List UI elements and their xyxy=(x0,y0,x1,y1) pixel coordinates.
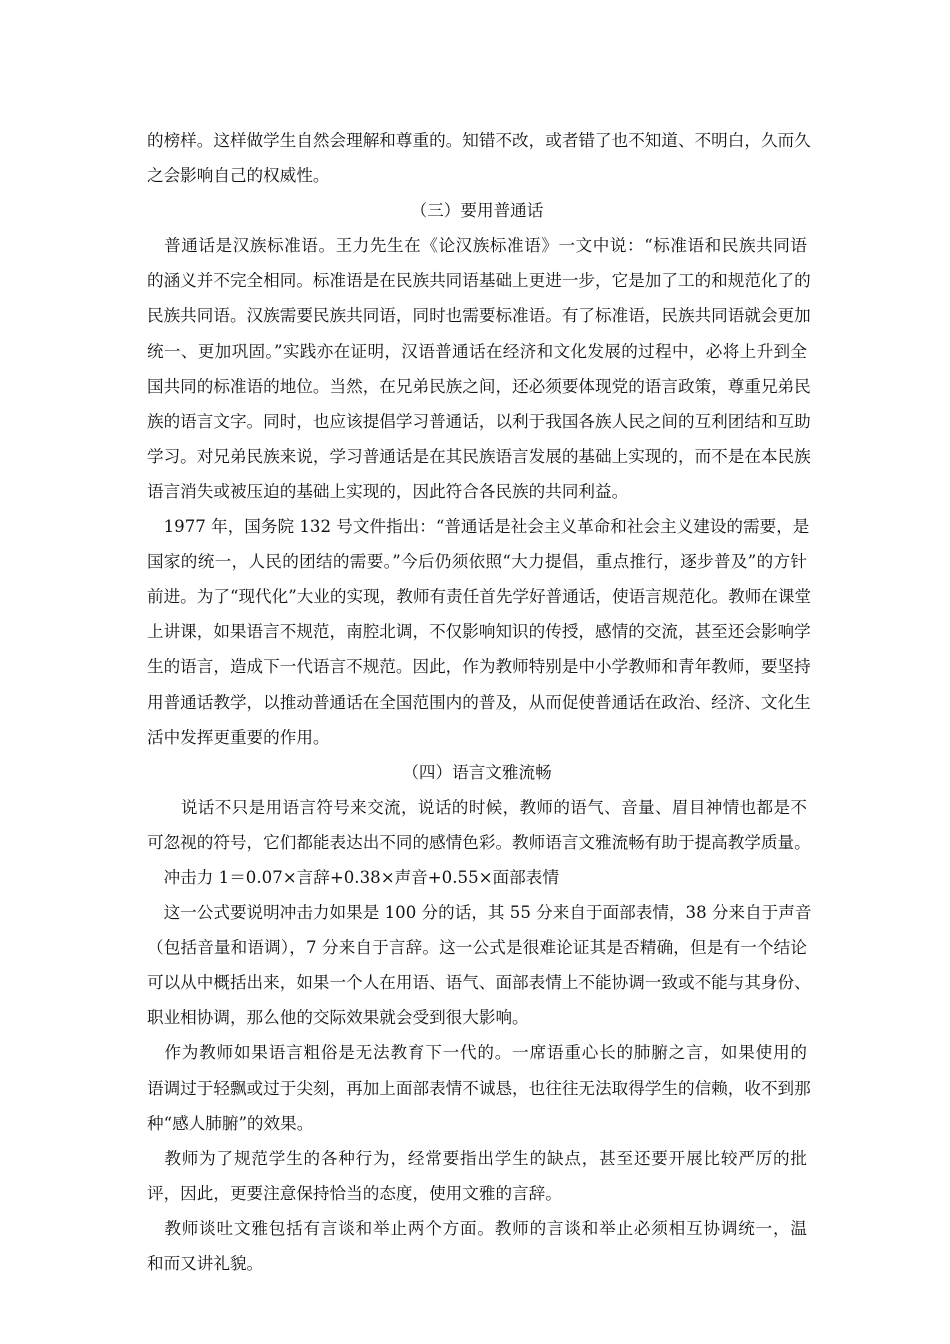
text-line: 和而又讲礼貌。 xyxy=(147,1254,264,1273)
paragraph xyxy=(147,228,811,509)
text-line: 活中发挥更重要的作用。 xyxy=(147,727,330,747)
text-line: 可以从中概括出来，如果一个人在用语、语气、面部表情上不能协调一致或不能与其身份、 xyxy=(147,973,811,993)
paragraph xyxy=(147,895,812,1035)
text-line: 民族共同语。汉族需要民族共同语，同时也需要标准语。有了标准语，民族共同语就会更加 xyxy=(147,306,811,326)
text-line: 1977 年，国务院 132 号文件指出：“普通话是社会主义革命和社会主义建设的需要，是 xyxy=(147,517,810,537)
paragraph xyxy=(147,1211,807,1281)
text-line: 的涵义并不完全相同。标准语是在民族共同语基础上更进一步，它是加了工的和规范化了的 xyxy=(147,271,811,291)
paragraph xyxy=(147,509,812,755)
text-line: 国共同的标准语的地位。当然，在兄弟民族之间，还必须要体现党的语言政策，尊重兄弟民 xyxy=(147,376,811,396)
text-line: 语言消失或被压迫的基础上实现的，因此符合各民族的共同利益。 xyxy=(147,481,629,501)
text-line: 之会影响自己的权威性。 xyxy=(147,166,330,186)
document-body xyxy=(147,123,812,1281)
text-line: 的榜样。这样做学生自然会理解和尊重的。知错不改，或者错了也不知道、不明白，久而久 xyxy=(147,131,811,150)
text-line: 这一公式要说明冲击力如果是 100 分的话，其 55 分来自于面部表情，38 分来自于声音 xyxy=(147,903,812,923)
heading-text: （四）语言文雅流畅 xyxy=(402,762,552,782)
text-line: 统一、更加巩固。”实践亦在证明，汉语普通话在经济和文化发展的过程中，必将上升到全 xyxy=(147,341,807,361)
text-line: （包括音量和语调），7 分来自于言辞。这一公式是很难论证其是否精确，但是有一个结论 xyxy=(147,938,807,958)
text-line: 用普通话教学，以推动普通话在全国范围内的普及，从而促使普通话在政治、经济、文化生 xyxy=(147,692,811,712)
text-line: 前进。为了“现代化”大业的实现，教师有责任首先学好普通话，使语言规范化。教师在课堂 xyxy=(147,587,812,607)
text-line: 普通话是汉族标准语。王力先生在《论汉族标准语》一文中说：“标准语和民族共同语 xyxy=(147,236,807,256)
text-line: 评，因此，更要注意保持恰当的态度，使用文雅的言辞。 xyxy=(147,1183,562,1203)
text-line: 族的语言文字。同时，也应该提倡学习普通话，以利于我国各族人民之间的互利团结和互助 xyxy=(147,411,811,431)
text-line: 可忽视的符号，它们都能表达出不同的感情色彩。教师语言文雅流畅有助于提高教学质量。 xyxy=(147,832,811,852)
text-line: 国家的统一，人民的团结的需要。”今后仍须依照“大力提倡，重点推行，逐步普及”的方针 xyxy=(147,552,807,572)
section-heading xyxy=(147,755,807,790)
heading-text: （三）要用普通话 xyxy=(410,201,544,221)
section-heading xyxy=(147,193,807,228)
text-line: 教师谈吐文雅包括有言谈和举止两个方面。教师的言谈和举止必须相互协调统一，温 xyxy=(147,1218,807,1238)
text-line: 语调过于轻飘或过于尖刻，再加上面部表情不诚恳，也往往无法取得学生的信赖，收不到那 xyxy=(147,1078,811,1098)
paragraph xyxy=(147,123,811,193)
paragraph xyxy=(147,1035,811,1140)
text-line: 学习。对兄弟民族来说，学习普通话是在其民族语言发展的基础上实现的，而不是在本民族 xyxy=(147,446,811,466)
text-line: 生的语言，造成下一代语言不规范。因此，作为教师特别是中小学教师和青年教师，要坚持 xyxy=(147,657,811,677)
text-line: 职业相协调，那么他的交际效果就会受到很大影响。 xyxy=(147,1008,529,1028)
paragraph xyxy=(147,790,811,860)
text-line: 说话不只是用语言符号来交流，说话的时候，教师的语气、音量、眉目神情也都是不 xyxy=(147,797,807,817)
text-line: 上讲课，如果语言不规范，南腔北调，不仅影响知识的传授，感情的交流，甚至还会影响学 xyxy=(147,622,811,642)
text-line: 冲击力 1＝0.07×言辞+0.38×声音+0.55×面部表情 xyxy=(147,867,559,887)
text-line: 种“感人肺腑”的效果。 xyxy=(147,1113,314,1133)
paragraph xyxy=(147,1141,807,1211)
paragraph xyxy=(147,860,807,895)
text-line: 教师为了规范学生的各种行为，经常要指出学生的缺点，甚至还要开展比较严厉的批 xyxy=(147,1148,807,1168)
text-line: 作为教师如果语言粗俗是无法教育下一代的。一席语重心长的肺腑之言，如果使用的 xyxy=(147,1043,807,1063)
